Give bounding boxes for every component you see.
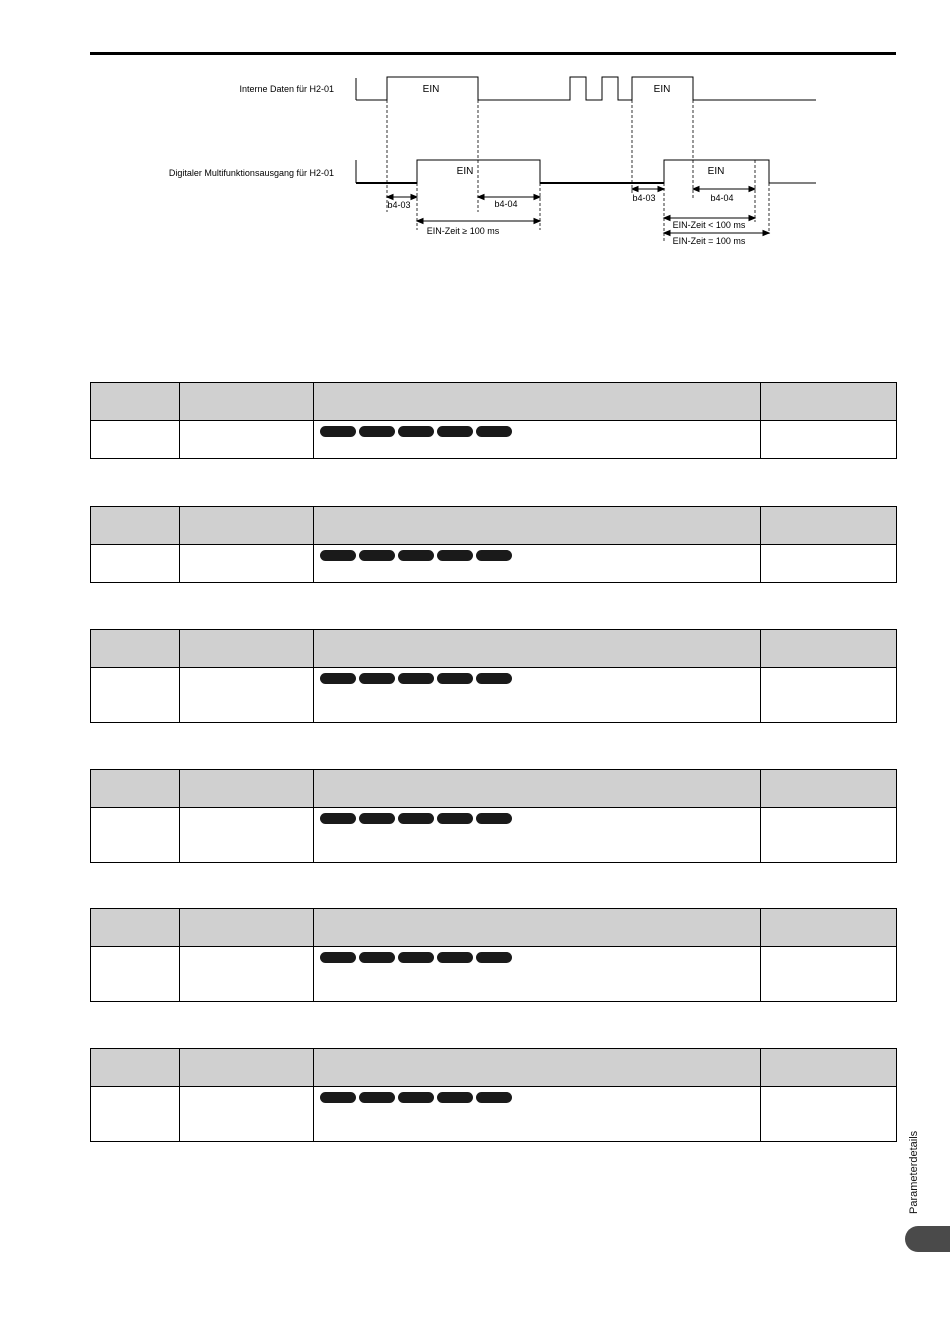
row2-signal: [356, 160, 816, 183]
badge-group: [314, 1087, 760, 1103]
row2-on-label-1: EIN: [456, 166, 474, 177]
table-header-row: [91, 507, 897, 545]
on-time-lt-label: EIN-Zeit < 100 ms: [672, 220, 746, 230]
table-header-row: [91, 770, 897, 808]
table-header-row: [91, 383, 897, 421]
b4-04-label-right: b4-04: [710, 193, 734, 203]
section-side-label: Parameterdetails: [908, 1130, 920, 1214]
b4-03-label-left: b4-03: [387, 200, 411, 210]
table-row: [91, 545, 897, 583]
table-row: [91, 668, 897, 723]
parameter-table-4: [90, 769, 897, 863]
table-header-row: [91, 630, 897, 668]
table-header-row: [91, 1049, 897, 1087]
on-time-ge-label: EIN-Zeit ≥ 100 ms: [426, 226, 500, 236]
row1-on-label-1: EIN: [422, 84, 440, 95]
badge-group: [314, 668, 760, 684]
parameter-table-1: [90, 382, 897, 459]
table-row: [91, 421, 897, 459]
badge-group: [314, 421, 760, 437]
table-header-row: [91, 909, 897, 947]
b4-04-label-left: b4-04: [494, 199, 518, 209]
parameter-table-2: [90, 506, 897, 583]
table-row: [91, 1087, 897, 1142]
badge-group: [314, 947, 760, 963]
b4-03-label-right: b4-03: [632, 193, 656, 203]
row1-on-label-2: EIN: [653, 84, 671, 95]
parameter-table-6: [90, 1048, 897, 1142]
page-number-tab: [905, 1226, 950, 1252]
table-row: [91, 947, 897, 1002]
row2-label: Digitaler Multifunktionsausgang für H2-01: [168, 168, 334, 178]
parameter-table-3: [90, 629, 897, 723]
row2-on-label-2: EIN: [707, 166, 725, 177]
parameter-table-5: [90, 908, 897, 1002]
badge-group: [314, 808, 760, 824]
row1-label: Interne Daten für H2-01: [239, 84, 334, 94]
badge-group: [314, 545, 760, 561]
timing-diagram: [0, 0, 950, 270]
on-time-eq-label: EIN-Zeit = 100 ms: [672, 236, 746, 246]
table-row: [91, 808, 897, 863]
